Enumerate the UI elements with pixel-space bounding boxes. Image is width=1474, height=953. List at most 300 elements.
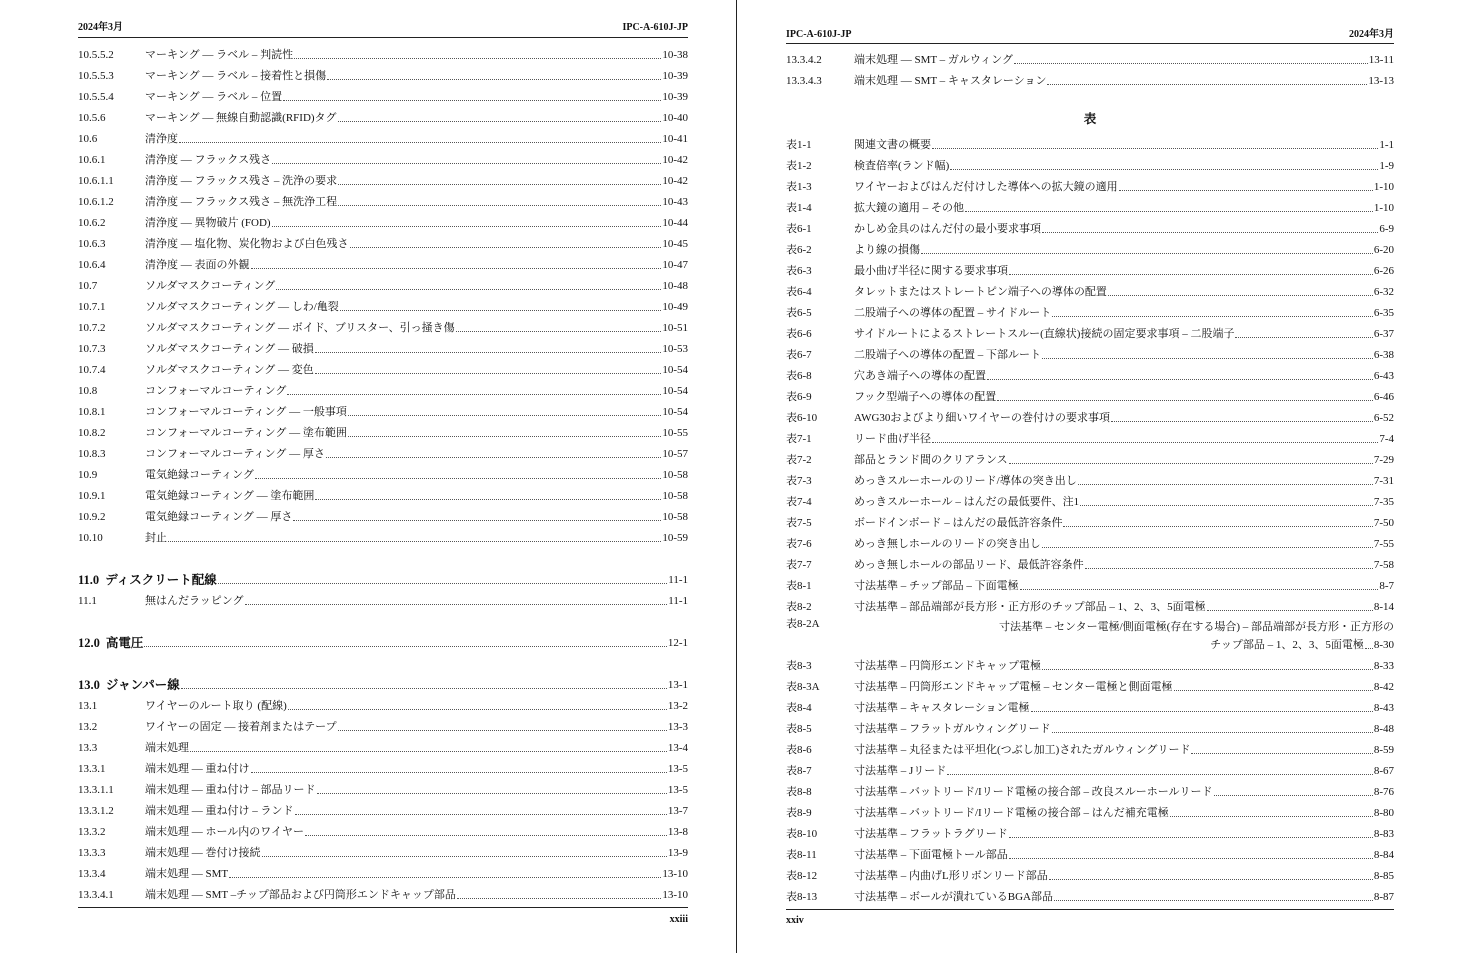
entry-number: 表8-2A [786,618,820,630]
toc-entry[interactable] [78,230,688,251]
dot-leader [327,79,661,80]
page-folio: xxiv [786,915,804,926]
toc-entry[interactable] [786,383,1394,404]
section-gap [78,545,688,566]
entry-number: 12.0 [78,636,100,650]
dot-leader [348,436,661,437]
dot-leader [179,142,661,143]
entry-title: 清浄度 — フラックス残さ – 洗浄の要求 [145,175,338,187]
entry-page: 10-42 [662,154,688,166]
entry-title: ディスクリート配線 [105,573,217,587]
entry-page: 8-76 [1373,786,1394,798]
tables-heading: 表 [1083,112,1097,126]
entry-title: 寸法基準 – バットリード/Iリード電極の接合部 – 改良スルーホールリード [854,786,1213,798]
entry-page: 6-35 [1373,307,1394,319]
entry-page: 7-58 [1373,559,1394,571]
dot-leader [1009,837,1373,838]
entry-page: 6-37 [1373,328,1394,340]
dot-leader [1020,589,1379,590]
dot-leader [1365,648,1373,649]
toc-entry[interactable] [786,673,1394,694]
entry-page: 8-87 [1373,891,1394,903]
toc-entry[interactable] [786,173,1394,194]
entry-number: 表1-4 [786,202,812,214]
entry-title: 封止 [145,532,167,544]
entry-page: 10-54 [662,364,688,376]
entry-number: 表8-9 [786,807,812,819]
toc-list [78,41,688,902]
entry-page: 10-43 [662,196,688,208]
toc-entry[interactable] [78,860,688,881]
dot-leader [1174,690,1373,691]
entry-page: 10-42 [662,175,688,187]
entry-number: 表8-1 [786,580,812,592]
entry-number: 表8-13 [786,891,818,903]
entry-number: 10.6.1.1 [78,175,114,187]
toc-entry[interactable] [786,841,1394,862]
toc-entry[interactable] [78,713,688,734]
entry-number: 10.8 [78,385,98,397]
toc-entry[interactable] [786,572,1394,593]
entry-number: 10.7.3 [78,343,106,355]
entry-page: 6-32 [1373,286,1394,298]
entry-title: 端末処理 — 巻付け接続 [145,847,261,859]
entry-page: 10-54 [662,385,688,397]
entry-title: 寸法基準 – 内曲げL形リボンリード部品 [854,870,1048,882]
entry-page: 10-41 [662,133,688,145]
entry-number: 10.9 [78,469,98,481]
toc-entry[interactable] [78,755,688,776]
toc-entry[interactable] [786,46,1394,67]
dot-leader [229,877,661,878]
dot-leader [1009,463,1373,464]
entry-title: 電気絶縁コーティング [145,469,254,481]
entry-title: 電気絶縁コーティング — 厚さ [145,511,293,523]
entry-title: 寸法基準 – フラットラグリード [854,828,1008,840]
toc-entry[interactable] [78,209,688,230]
entry-page: 11-1 [668,595,688,607]
dot-leader [338,205,661,206]
entry-number: 13.3.4.3 [786,75,822,87]
entry-page: 7-50 [1373,517,1394,529]
entry-page: 13-5 [667,763,688,775]
entry-title: コンフォーマルコーティング [145,385,287,397]
entry-number: 表6-6 [786,328,812,340]
entry-page: 8-59 [1373,744,1394,756]
entry-page: 13-1 [667,679,688,691]
entry-number: 10.9.1 [78,490,106,502]
entry-title: 二股端子への導体の配置 – 下部ルート [854,349,1041,361]
dot-leader [348,415,661,416]
toc-entry[interactable] [786,757,1394,778]
dot-leader [1170,816,1373,817]
entry-number: 10.5.6 [78,112,106,124]
entry-title: 穴あき端子への導体の配置 [854,370,986,382]
dot-leader [965,211,1373,212]
toc-entry[interactable] [786,736,1394,757]
toc-entry[interactable] [78,314,688,335]
toc-entry[interactable] [786,404,1394,425]
entry-page: 10-40 [662,112,688,124]
header-rule [78,37,688,38]
toc-entry[interactable] [786,883,1394,904]
entry-number: 10.9.2 [78,511,106,523]
dot-leader [1042,232,1378,233]
dot-leader [190,751,667,752]
toc-entry[interactable] [786,551,1394,572]
dot-leader [181,688,667,689]
toc-entry[interactable] [78,335,688,356]
entry-number: 表7-2 [786,454,812,466]
section-gap [78,608,688,629]
entry-title: ソルダマスクコーティング [145,280,276,292]
entry-number: 10.8.2 [78,427,106,439]
dot-leader [245,604,668,605]
entry-page: 7-31 [1373,475,1394,487]
entry-number: 表1-3 [786,181,812,193]
entry-title: 端末処理 — SMT – キャスタレーション [854,75,1047,87]
entry-page: 10-44 [662,217,688,229]
toc-entry[interactable] [78,398,688,419]
entry-title: 端末処理 — ホール内のワイヤー [145,826,304,838]
entry-title: 寸法基準 – 丸径または平坦化(つぶし加工)されたガルウィングリード [854,744,1191,756]
toc-entry[interactable] [78,587,688,608]
toc-entry[interactable] [78,167,688,188]
dot-leader [1052,316,1373,317]
left-page [0,0,736,953]
entry-number: 13.3.4.2 [786,54,822,66]
entry-number: 10.6.4 [78,259,106,271]
toc-entry[interactable] [78,524,688,545]
toc-entry[interactable] [786,362,1394,383]
entry-title: ソルダマスクコーティング — しわ/亀裂 [145,301,339,313]
entry-number: 10.5.5.2 [78,49,114,61]
toc-entry[interactable] [786,131,1394,152]
entry-title: 端末処理 — 重ね付け [145,763,250,775]
toc-entry[interactable] [786,299,1394,320]
entry-title: 端末処理 — 重ね付け – 部品リード [145,784,316,796]
entry-title: マーキング — ラベル – 判読性 [145,49,294,61]
dot-leader [315,499,661,500]
entry-page: 7-29 [1373,454,1394,466]
toc-entry[interactable] [786,799,1394,820]
entry-number: 10.6.3 [78,238,106,250]
dot-leader [1031,711,1373,712]
entry-page: 13-3 [667,721,688,733]
dot-leader [1119,190,1373,191]
entry-number: 10.7 [78,280,98,292]
entry-title: めっき無しホールのリードの突き出し [854,538,1041,550]
entry-page: 8-85 [1373,870,1394,882]
entry-page: 10-59 [662,532,688,544]
toc-entry[interactable] [786,341,1394,362]
toc-entry[interactable] [786,257,1394,278]
entry-page: 8-84 [1373,849,1394,861]
entry-page: 1-9 [1379,160,1394,172]
entry-number: 10.5.5.3 [78,70,114,82]
entry-number: 13.3 [78,742,98,754]
entry-number: 表6-7 [786,349,812,361]
entry-title-block [854,620,1394,652]
toc-entry[interactable] [78,188,688,209]
entry-page: 13-8 [667,826,688,838]
entry-page: 7-35 [1373,496,1394,508]
dot-leader [295,814,667,815]
tables-heading-wrap [786,110,1394,131]
toc-entry[interactable] [78,692,688,713]
entry-title: 端末処理 — SMT – ガルウィング [854,54,1014,66]
dot-leader [276,289,661,290]
entry-page: 10-58 [662,469,688,481]
dot-leader [987,379,1373,380]
toc-entry[interactable] [78,104,688,125]
toc-entry[interactable] [78,272,688,293]
toc-entry[interactable] [786,67,1394,88]
entry-number: 表8-3A [786,681,820,693]
entry-title: リード曲げ半径 [854,433,931,445]
entry-page: 11-1 [668,574,688,586]
toc-entry[interactable] [78,41,688,62]
toc-entry[interactable] [78,146,688,167]
entry-number: 表7-5 [786,517,812,529]
entry-number: 表6-5 [786,307,812,319]
entry-number: 表8-7 [786,765,812,777]
dot-leader [1052,732,1373,733]
entry-number: 表6-10 [786,412,818,424]
entry-number: 表7-6 [786,538,812,550]
footer-rule [78,907,688,908]
toc-entry[interactable] [78,419,688,440]
toc-entry[interactable] [786,778,1394,799]
dot-leader [294,58,661,59]
entry-page: 10-57 [662,448,688,460]
entry-number: 表7-1 [786,433,812,445]
entry-number: 10.8.3 [78,448,106,460]
toc-entry[interactable] [786,446,1394,467]
toc-entry[interactable] [786,862,1394,883]
dot-leader [293,520,661,521]
dot-leader [457,898,661,899]
entry-title: ワイヤーおよびはんだ付けした導体への拡大鏡の適用 [854,181,1118,193]
entry-title: コンフォーマルコーティング — 一般事項 [145,406,347,418]
toc-entry[interactable] [786,652,1394,673]
entry-title: 電気絶縁コーティング — 塗布範囲 [145,490,315,502]
toc-entry[interactable] [786,194,1394,215]
toc-entry[interactable] [786,614,1394,652]
entry-page: 8-43 [1373,702,1394,714]
toc-entry[interactable] [78,734,688,755]
toc-entry[interactable] [78,881,688,902]
entry-title: ボードインボード – はんだの最低許容条件 [854,517,1063,529]
toc-entry[interactable] [78,818,688,839]
entry-title: 寸法基準 – キャスタレーション電極 [854,702,1030,714]
toc-entry[interactable] [786,425,1394,446]
dot-leader [1054,900,1373,901]
dot-leader [1047,84,1367,85]
entry-number: 13.3.2 [78,826,106,838]
entry-page: 10-51 [662,322,688,334]
toc-entry[interactable] [786,467,1394,488]
entry-title: 清浄度 — 異物破片 (FOD) [145,217,271,229]
toc-entry[interactable] [78,797,688,818]
toc-entry[interactable] [786,215,1394,236]
entry-page: 10-55 [662,427,688,439]
entry-page: 13-10 [662,889,688,901]
entry-title: 部品とランド間のクリアランス [854,454,1008,466]
toc-entry[interactable] [786,488,1394,509]
entry-page: 10-47 [662,259,688,271]
toc-entry[interactable] [78,356,688,377]
toc-entry[interactable] [78,377,688,398]
dot-leader [338,184,661,185]
entry-number: 11.1 [78,595,97,607]
entry-title: 二股端子への導体の配置 – サイドルート [854,307,1052,319]
entry-number: 表8-12 [786,870,818,882]
entry-page: 6-20 [1373,244,1394,256]
dot-leader [1207,610,1373,611]
toc-entry[interactable] [78,83,688,104]
dot-leader [932,148,1378,149]
entry-title: タレットまたはストレートピン端子への導体の配置 [854,286,1107,298]
toc-list [786,46,1394,88]
entry-page: 10-58 [662,511,688,523]
entry-page: 7-4 [1379,433,1394,445]
entry-number: 13.3.1.2 [78,805,114,817]
dot-leader [1063,526,1372,527]
toc-entry[interactable] [786,152,1394,173]
entry-title: 無はんだラッピング [145,595,244,607]
toc-entry[interactable] [786,530,1394,551]
dot-leader [1085,568,1373,569]
entry-number: 表6-9 [786,391,812,403]
toc-chapter-entry[interactable] [78,629,688,650]
entry-title: 端末処理 [145,742,189,754]
entry-title: マーキング — ラベル – 位置 [145,91,283,103]
toc-entry[interactable] [78,839,688,860]
entry-title: 関連文書の概要 [854,139,931,151]
entry-title: 端末処理 — SMT [145,868,229,880]
entry-title: 高電圧 [105,636,144,650]
entry-page: 12-1 [667,637,688,649]
entry-title: 寸法基準 – 円筒形エンドキャップ電極 – センター電極と側面電極 [854,681,1173,693]
entry-page: 1-10 [1373,202,1394,214]
entry-number: 表6-2 [786,244,812,256]
entry-title: めっきスルーホール – はんだの最低要件、注1 [854,496,1080,508]
entry-number: 10.7.2 [78,322,106,334]
entry-page: 6-46 [1373,391,1394,403]
toc-entry[interactable] [786,236,1394,257]
dot-leader [315,373,662,374]
toc-entry[interactable] [786,278,1394,299]
entry-page: 8-67 [1373,765,1394,777]
entry-title: 寸法基準 – チップ部品 – 下面電極 [854,580,1019,592]
dot-leader [350,247,662,248]
toc-entry[interactable] [78,503,688,524]
dot-leader [288,709,667,710]
toc-entry[interactable] [78,776,688,797]
toc-entry[interactable] [78,125,688,146]
entry-page: 6-38 [1373,349,1394,361]
entry-page: 10-39 [662,70,688,82]
entry-number: 13.3.4.1 [78,889,114,901]
entry-title: 清浄度 — 塩化物、炭化物および白色残さ [145,238,349,250]
toc-entry[interactable] [78,440,688,461]
dot-leader [950,169,1378,170]
entry-page: 10-58 [662,490,688,502]
dot-leader [1009,274,1373,275]
entry-page: 8-83 [1373,828,1394,840]
entry-number: 表8-11 [786,849,817,861]
entry-page: 6-43 [1373,370,1394,382]
toc-entry[interactable] [78,62,688,83]
entry-page: 13-10 [662,868,688,880]
page-folio: xxiii [669,914,688,925]
dot-leader [338,730,667,731]
dot-leader [272,226,662,227]
toc-entry[interactable] [786,694,1394,715]
entry-page: 8-80 [1373,807,1394,819]
toc-entry[interactable] [786,593,1394,614]
entry-title: 拡大鏡の適用 – その他 [854,202,964,214]
dot-leader [1042,358,1373,359]
entry-title: ソルダマスクコーティング — 変色 [145,364,314,376]
entry-title: ワイヤーの固定 — 接着剤またはテープ [145,721,337,733]
toc-entry[interactable] [786,509,1394,530]
dot-leader [272,163,661,164]
entry-title: ワイヤーのルート取り (配線) [145,700,287,712]
entry-title: 寸法基準 – ボールが潰れているBGA部品 [854,891,1054,903]
toc-entry[interactable] [786,820,1394,841]
toc-chapter-entry[interactable] [78,671,688,692]
entry-title: 清浄度 — 表面の外観 [145,259,250,271]
dot-leader [251,772,667,773]
entry-title: 清浄度 — フラックス残さ – 無洗浄工程 [145,196,338,208]
entry-page: 8-42 [1373,681,1394,693]
entry-title: 寸法基準 – Jリード [854,765,947,777]
entry-number: 13.2 [78,721,98,733]
entry-page: 10-54 [662,406,688,418]
entry-page: 8-14 [1373,601,1394,613]
entry-number: 10.7.1 [78,301,106,313]
toc-entry[interactable] [78,251,688,272]
entry-number: 表6-4 [786,286,812,298]
dot-leader [1042,669,1373,670]
toc-chapter-entry[interactable] [78,566,688,587]
entry-page: 13-7 [667,805,688,817]
entry-title: コンフォーマルコーティング — 厚さ [145,448,325,460]
entry-number: 表1-1 [786,139,812,151]
dot-leader [1078,484,1373,485]
toc-entry[interactable] [78,461,688,482]
entry-title: マーキング — 無線自動認識(RFID)タグ [145,112,337,124]
dot-leader [1014,63,1368,64]
entry-number: 表8-4 [786,702,812,714]
header-date: 2024年3月 [1349,29,1394,40]
dot-leader [947,774,1373,775]
toc-entry[interactable] [786,320,1394,341]
entry-title-continued: チップ部品 – 1、2、3、5面電極 [1210,639,1364,651]
entry-page: 10-38 [662,49,688,61]
toc-entry[interactable] [78,482,688,503]
entry-page: 13-9 [667,847,688,859]
toc-entry[interactable] [786,715,1394,736]
entry-page: 1-10 [1373,181,1394,193]
dot-leader [1108,295,1373,296]
entry-title: 寸法基準 – センター電極/側面電極(存在する場合) – 部品端部が長方形・正方形の [999,621,1394,633]
toc-entry[interactable] [78,293,688,314]
dot-leader [997,400,1373,401]
entry-page: 10-49 [662,301,688,313]
